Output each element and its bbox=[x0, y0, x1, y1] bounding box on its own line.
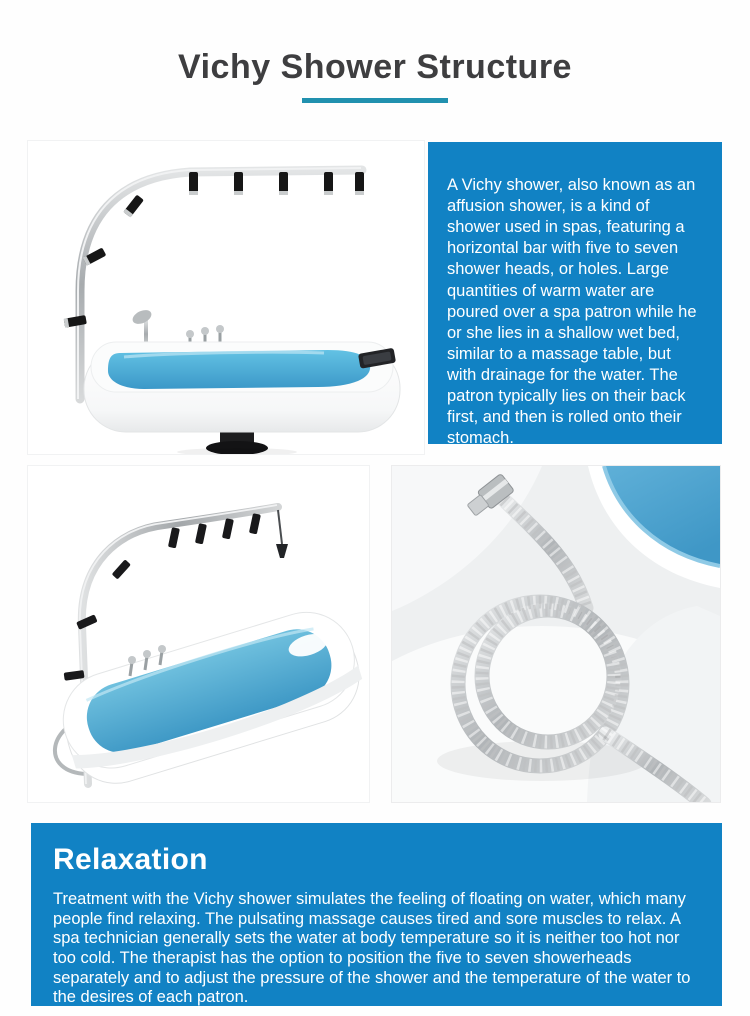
hose-closeup-illustration bbox=[392, 466, 720, 802]
relaxation-text: Treatment with the Vichy shower simulates the feeling of floating on water, which many people find relaxing. The pulsating massage causes tired and sore muscles to relax. A spa technician generally sets the water at body temperature so it is neither too hot nor too cold. The therapist has the option to position the five to seven showerheads separately and to adjust the pressure of the shower and the temperature of the water to the desires of each patron. bbox=[53, 890, 691, 1007]
intro-section bbox=[27, 140, 723, 455]
page-title: Vichy Shower Structure bbox=[178, 48, 572, 86]
title-underline bbox=[302, 98, 448, 103]
hose-closeup-photo bbox=[391, 465, 721, 803]
shower-angled-view-photo bbox=[27, 465, 370, 803]
shower-angled-view-illustration bbox=[28, 466, 369, 802]
page-header bbox=[0, 0, 750, 103]
relaxation-section bbox=[31, 823, 722, 1006]
intro-description-box bbox=[428, 142, 722, 448]
shower-side-view-illustration bbox=[28, 141, 424, 454]
detail-photos-section bbox=[27, 465, 723, 803]
relaxation-heading: Relaxation bbox=[53, 843, 208, 876]
shower-side-view-photo bbox=[27, 140, 425, 455]
intro-description-text: A Vichy shower, also known as an affusion shower, is a kind of shower used in spas, featuring a horizontal bar with five to seven shower heads, or holes. Large quantities of warm water are poured over a spa patron while he or she lies in a shallow wet bed, similar to a massage table, but with drainage for the water. The patron typically lies on their back first, and then is rolled onto their stomach. bbox=[447, 176, 697, 448]
